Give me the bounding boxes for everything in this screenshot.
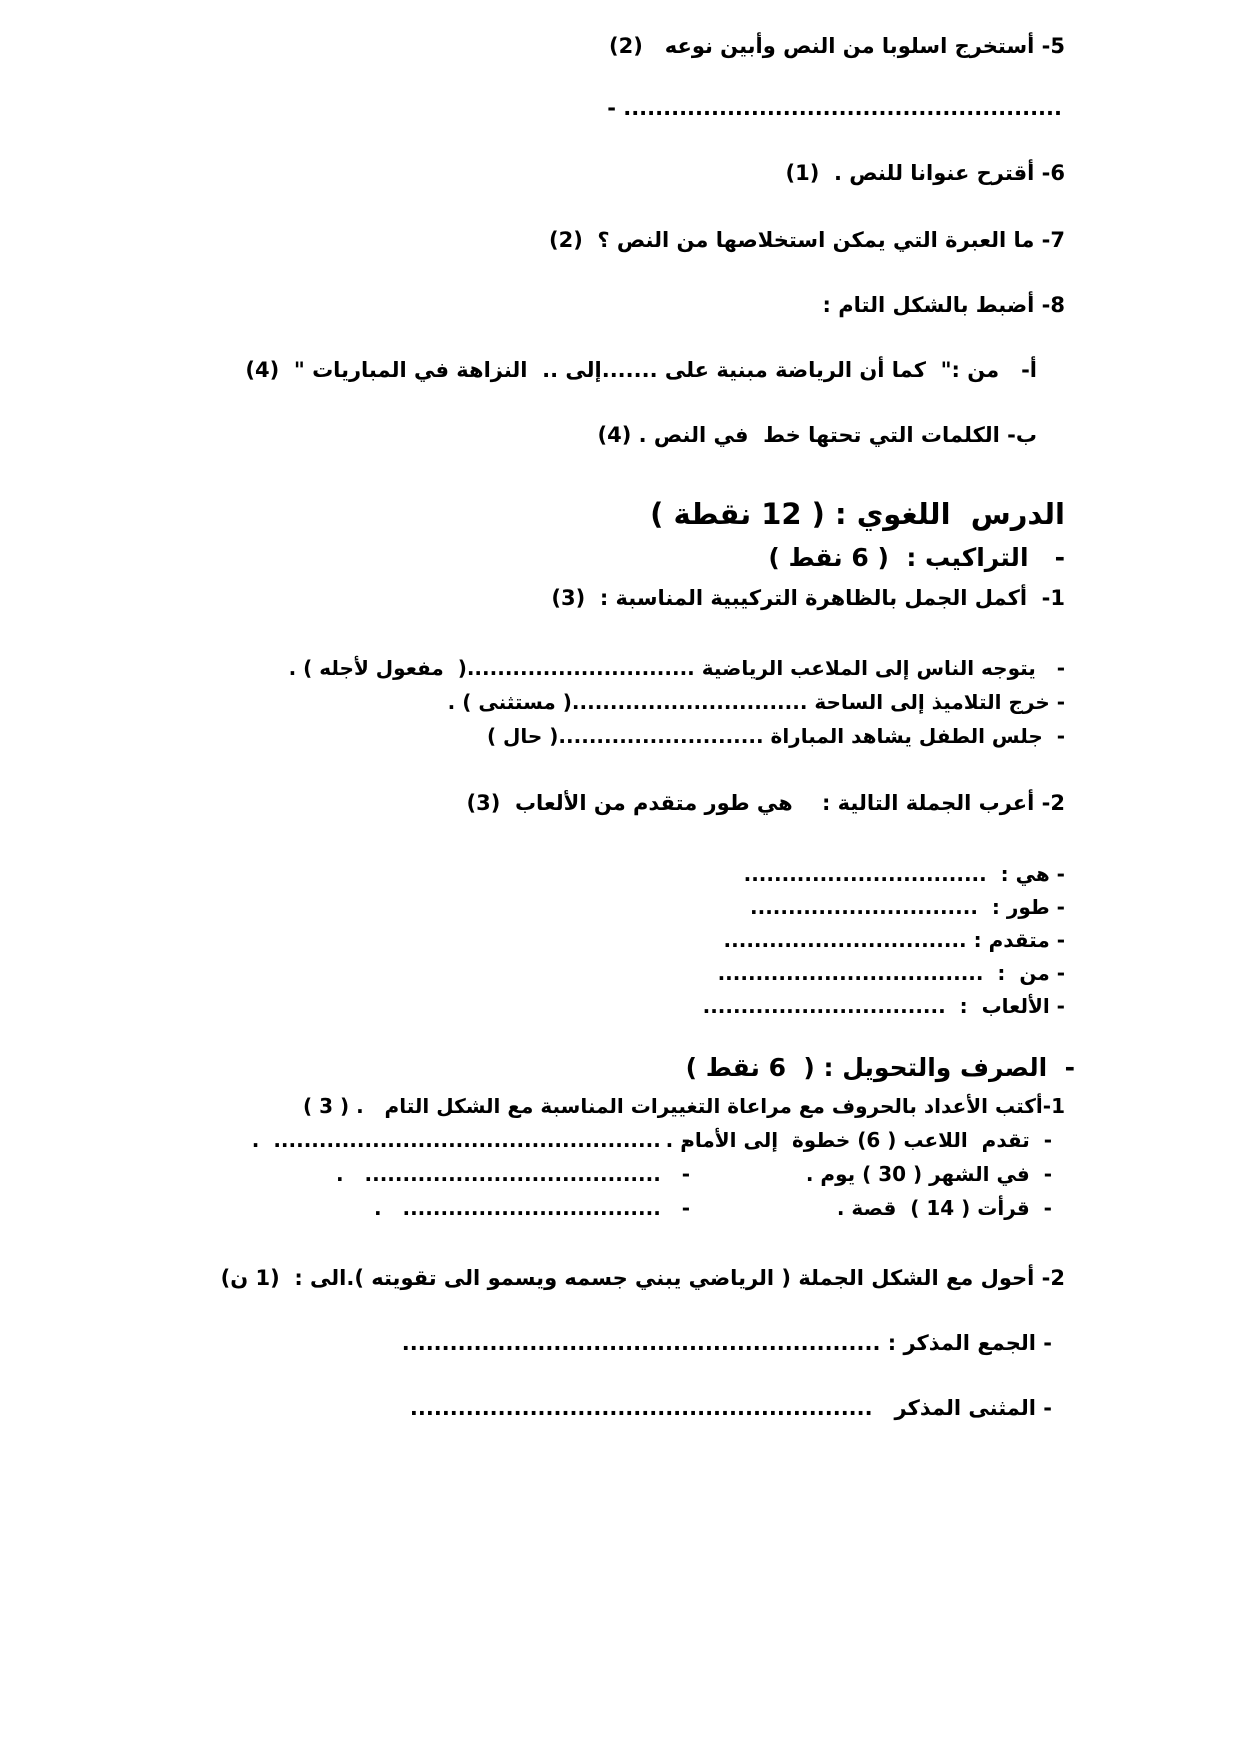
number-answer-2: . ....................................... - [336,1162,690,1186]
question-8: 8- أضبط بالشكل التام : [822,293,1065,317]
language-lesson-title: الدرس اللغوي : ( 12 نقطة ) [650,497,1065,531]
question-8b: ب- الكلمات التي تحتها خط في النص . (4) [597,423,1037,447]
transform-dual-masculine: - المثنى المذكر .......................................................... [409,1396,1052,1420]
parse-line-4: - من : ................................... [717,961,1065,985]
number-answer-1: . ................................................... - [251,1128,690,1152]
question-5: 5- أستخرج اسلوبا من النص وأبين نوعه (2) [608,34,1065,58]
syntax-sentence-1: - يتوجه الناس إلى الملاعب الرياضية ..............................( مفعول لأجله ) . [288,656,1065,680]
question-6: 6- أقترح عنوانا للنص . (1) [785,161,1065,185]
number-sentence-2: - في الشهر ( 30 ) يوم . [805,1162,1052,1186]
parse-line-2: - طور : .............................. [750,895,1065,919]
transform-question-2: 2- أحول مع الشكل الجملة ( الرياضي يبني جسمه ويسمو الى تقويته ).الى : (1 ن) [220,1266,1065,1290]
parse-line-5: - الألعاب : ................................ [702,994,1065,1018]
parse-line-1: - هي : ................................ [743,862,1065,886]
question-5-answer-line: - ....................................................... [607,96,1062,120]
number-sentence-3: - قرأت ( 14 ) قصة . [836,1196,1052,1220]
syntax-question-1: 1- أكمل الجمل بالظاهرة التركيبية المناسبة : (3) [551,586,1065,610]
syntax-sentence-3: - جلس الطفل يشاهد المباراة ...........................( حال ) [486,724,1065,748]
question-7: 7- ما العبرة التي يمكن استخلاصها من النص ؟ (2) [548,228,1065,252]
number-answer-3: . .................................. - [374,1196,690,1220]
morphology-title: - الصرف والتحويل : ( 6 نقط ) [685,1053,1075,1082]
parse-line-3: - متقدم : ................................ [723,928,1065,952]
syntax-sentence-2: - خرج التلاميذ إلى الساحة ...............................( مستثنى ) . [447,690,1065,714]
syntax-question-2: 2- أعرب الجملة التالية : هي طور متقدم من الألعاب (3) [466,791,1065,815]
number-sentence-1: - تقدم اللاعب ( 6) خطوة إلى الأمام . [665,1128,1052,1152]
syntax-title: - التراكيب : ( 6 نقط ) [768,543,1065,572]
question-8a: أ- من :" كما أن الرياضة مبنية على .......إلى .. النزاهة في المباريات " (4) [245,358,1037,382]
morphology-question-1: 1-أكتب الأعداد بالحروف مع مراعاة التغييرات المناسبة مع الشكل التام . ( 3 ) [302,1094,1065,1118]
transform-plural-masculine: - الجمع المذكر : ............................................................ [401,1331,1052,1355]
